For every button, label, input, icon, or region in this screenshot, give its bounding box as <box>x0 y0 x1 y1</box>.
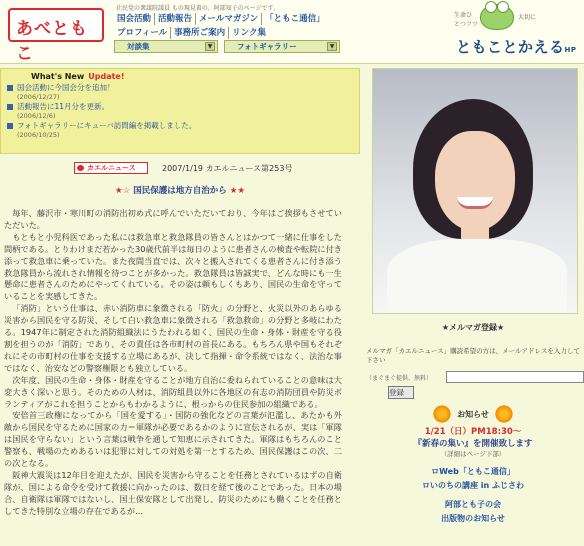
logo-text: あべともこ <box>16 19 88 64</box>
star-icon: ★☆ <box>115 186 131 196</box>
article-header <box>74 162 360 174</box>
photo-gallery-select[interactable] <box>224 40 340 53</box>
link-publications[interactable]: 出版物のお知らせ <box>441 514 505 523</box>
site-tagline: 社民党の衆議院議員 もの現見着の、阿部知子のページです。 <box>116 5 280 12</box>
list-item <box>7 83 357 93</box>
banner-suffix: HP <box>564 46 577 54</box>
bullet-icon <box>7 104 13 110</box>
news-link[interactable]: フォトギャラリーにキューバ訪問編を掲載しました。 <box>17 121 197 130</box>
article-paragraph: もともと小児科医であった私には救急車と救急隊員の皆さんとはかつて一緒に仕事をした間柄である。とりわけまだ若かった30歳代前半は毎日のように患者さんの検査や転院に付き添って救急車に乗っていた。また夜間当直では、次々と搬入されてくる患者さんに付き添う救急隊員から流れされ情報を待つことが多かった。救急隊員は皆誠実で、どんな時にも一生懸命に患者さんのためにやってくれている。その姿は頼もしくもあり、国民の生命を守っていることを実感してきた。 <box>4 231 342 302</box>
whats-new-list <box>7 83 357 140</box>
whats-new-title <box>31 72 125 81</box>
banner-small-right: 大切に <box>518 14 537 21</box>
news-date: (2006/12/27) <box>17 93 60 101</box>
portrait-photo <box>372 68 578 314</box>
event-date: 1/21（日）PM18:30～ <box>424 427 522 437</box>
chevron-down-icon: ▼ <box>327 42 337 51</box>
frog-icon <box>480 4 514 30</box>
notice-label: お知らせ <box>457 409 489 419</box>
banner-title <box>456 36 577 57</box>
link-inochi-koza[interactable]: ロいのちの講座 in ふじさわ <box>421 481 524 490</box>
whats-new-box <box>0 68 360 154</box>
flower-icon <box>495 405 513 423</box>
site-header <box>0 0 584 64</box>
article-date: 2007/1/19 カエルニュース第253号 <box>162 163 293 173</box>
article-paragraph: 阪神大震災は12年目を迎えたが、国民を災害から守ることを任務とされているはずの自衛隊が、国による命令を受けて救援に向かったのは、数日を経て後のことであった。日本の場合、自衛隊は軍隊ではないし、国土保安隊として出発し、防災のためにも働くことを任務としてきた特別な立場の存在であるが… <box>4 469 342 516</box>
list-item <box>7 102 357 112</box>
article-title <box>0 184 360 196</box>
update-badge: Update! <box>88 72 125 81</box>
article-paragraph: 安倍首三政権になってから「国を愛する」・国防の強化などの言葉が氾濫し、あたかも外敵から国民を守るために国家の力＝軍隊が必要であるかのように宣伝されるが、実は「軍隊は国民を守らない」という言葉は戦争を通して知恵に示されてきた。軍隊はもちろんのこと警察も、戦場のためあるいは犯罪に対しての対処を第一とするため、国民保護はこの次、二の次となる。 <box>4 410 342 469</box>
nav-link-mailmag[interactable]: メールマガジン <box>196 13 262 25</box>
main-nav <box>114 13 354 41</box>
tomoko-frog-banner[interactable] <box>454 2 582 62</box>
news-link[interactable]: 活動報告に11月分を更新。 <box>17 102 110 111</box>
taidan-select[interactable] <box>114 40 218 53</box>
bullet-icon <box>7 123 13 129</box>
email-field[interactable] <box>446 371 584 383</box>
nav-link-profile[interactable]: プロフィール <box>114 27 171 39</box>
chevron-down-icon: ▼ <box>205 42 215 51</box>
taidan-select-value: 対談集 <box>127 42 150 51</box>
star-icon: ★★ <box>229 186 245 196</box>
nav-link-katsudo[interactable]: 活動報告 <box>155 13 196 25</box>
news-date: (2006/12/6) <box>17 112 56 120</box>
nav-row-1 <box>114 13 354 25</box>
main-article <box>0 156 360 546</box>
mailmag-description: メルマガ「カエルニュース」購読希望の方は、メールアドレスを入力して下さい <box>366 347 580 364</box>
news-link[interactable]: 国会活動に今国会分を追加！ <box>17 83 115 92</box>
site-logo[interactable] <box>8 8 104 64</box>
kaeru-news-logo: カエルニュース <box>74 162 148 174</box>
article-title-text: 国民保護は地方自治から <box>133 186 227 196</box>
flower-icon <box>433 405 451 423</box>
article-paragraph: 「消防」という仕事は、赤い消防車に象徴される「防火」の分野と、火災以外のあらゆる災害から国民を守る防災、そして白い救急車に象徴される「救急救命」の分野と多岐にわたる。1947年に制定された消防組織法にうたわれる如く、国民の生命・身体・財産を守る役割を担うのが「消防」であり、その責任は各市町村の首長にある。もちろん県や国もそれぞれにその市町村の仕事を支援する立場にあるが、決して指揮・命令系統ではなく、法治な事ではなく、治安などの警察権限とも独立している。 <box>4 303 342 373</box>
list-item <box>7 121 357 131</box>
nav-link-links[interactable]: リンク集 <box>232 28 267 38</box>
header-selects <box>114 40 340 53</box>
link-abe-tomoko-kai[interactable]: 阿部とも子の会 <box>445 500 501 509</box>
register-button[interactable]: 登録 <box>388 386 414 399</box>
nav-link-kokkai[interactable]: 国会活動 <box>114 13 155 25</box>
photo-face <box>435 131 515 231</box>
news-date: (2006/10/25) <box>17 131 60 139</box>
nav-link-tomoko-tsushin[interactable]: 「ともこ通信」 <box>265 14 325 24</box>
article-body <box>4 208 342 518</box>
article-paragraph: 次年度、国民の生命・身体・財産を守ることが地方自治に委ねられていることの意味は大変大きく深いと思う。そのための人材は、消防組員以外に各地区の有志の消防団員や防災ボランティアがこれを担うことからもわかるように、根っからの住民参加の組織である。 <box>4 374 342 409</box>
bullet-icon <box>7 85 13 91</box>
photo-jacket <box>387 239 567 314</box>
banner-title-text: ともことかえる <box>456 38 565 56</box>
notice-header <box>362 405 584 423</box>
event-sub: （詳細はページ下部） <box>440 450 506 458</box>
mailmag-row <box>362 371 584 383</box>
article-paragraph: 毎年、藤沢市・寒川町の消防出初め式に呼んでいただいており、今年はご挨拶もさせていただいた。 <box>4 208 342 230</box>
event-name[interactable]: 『新春の集い』を開催致します <box>413 439 533 449</box>
whats-new-label: What's New <box>31 72 85 81</box>
nav-link-office[interactable]: 事務所ご案内 <box>171 27 229 39</box>
right-sidebar <box>362 318 584 524</box>
link-web-tomoko-tsushin[interactable]: ロWeb「ともこ通信」 <box>431 467 515 476</box>
mailmag-note: （まぐまぐ提供、無料） <box>366 374 433 382</box>
mailmag-button-row <box>362 383 584 399</box>
photo-gallery-select-value: フォトギャラリー <box>237 42 297 51</box>
nav-row-2 <box>114 27 354 39</box>
mailmag-title: ★メルマガ登録★ <box>441 323 505 332</box>
banner-small-left: 生命ひとつフツ <box>454 12 478 28</box>
